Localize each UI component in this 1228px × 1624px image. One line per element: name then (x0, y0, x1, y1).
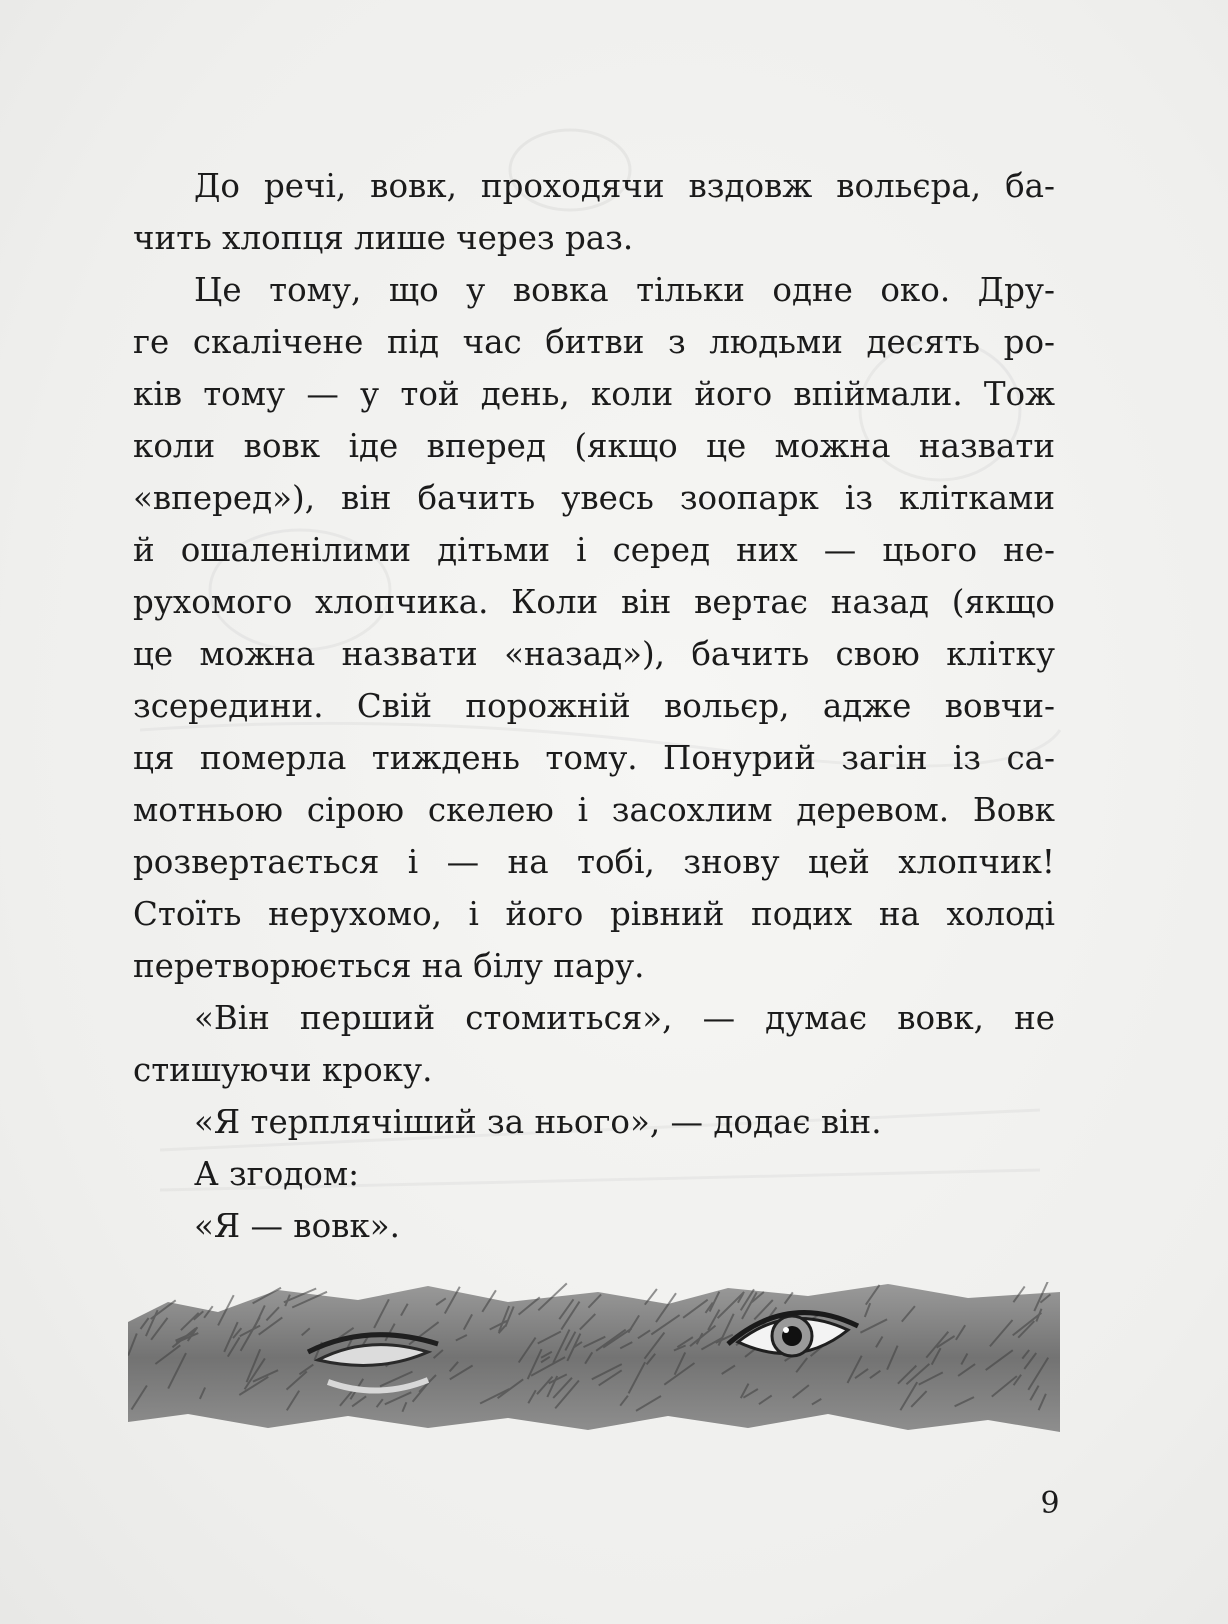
text-line: стишуючи кроку. (133, 1051, 433, 1089)
text-line: «Він перший стомиться», — думає вовк, не (194, 999, 1055, 1037)
text-line: чить хлопця лише через раз. (133, 219, 634, 257)
text-line: це можна назвати «назад»), бачить свою клітку (133, 635, 1055, 673)
text-line: ге скалічене під час битви з людьми десять ро- (133, 323, 1055, 361)
text-line: розвертається і — на тобі, знову цей хлопчик! (133, 843, 1055, 881)
text-line: ця померла тиждень тому. Понурий загін із са- (133, 739, 1055, 777)
text-line: й ошаленілими дітьми і серед них — цього не- (133, 531, 1055, 569)
page-number: 9 (1040, 1486, 1060, 1521)
text-line: «вперед»), він бачить увесь зоопарк із клітками (133, 479, 1055, 517)
text-line: А згодом: (194, 1155, 360, 1193)
text-line: ків тому — у той день, коли його впіймали. Тож (133, 375, 1055, 413)
text-line: Стоїть нерухомо, і його рівний подих на холоді (133, 895, 1055, 933)
text-line: «Я — вовк». (194, 1207, 400, 1245)
text-line: рухомого хлопчика. Коли він вертає назад (якщо (133, 583, 1055, 621)
text-line: коли вовк іде вперед (якщо це можна назвати (133, 427, 1055, 465)
text-line: мотньою сірою скелею і засохлим деревом. Вовк (133, 791, 1055, 829)
text-line: До речі, вовк, проходячи вздовж вольєра, ба- (194, 167, 1055, 205)
fur-band (128, 1284, 1060, 1432)
wolf-eyes-illustration (128, 1282, 1060, 1432)
text-line: зсередини. Свій порожній вольєр, адже вовчи- (133, 687, 1055, 725)
body-text (133, 160, 1055, 1252)
text-line: перетворюється на білу пару. (133, 947, 645, 985)
text-line: «Я терплячіший за нього», — додає він. (194, 1103, 882, 1141)
text-line: Це тому, що у вовка тільки одне око. Дру- (194, 271, 1055, 309)
